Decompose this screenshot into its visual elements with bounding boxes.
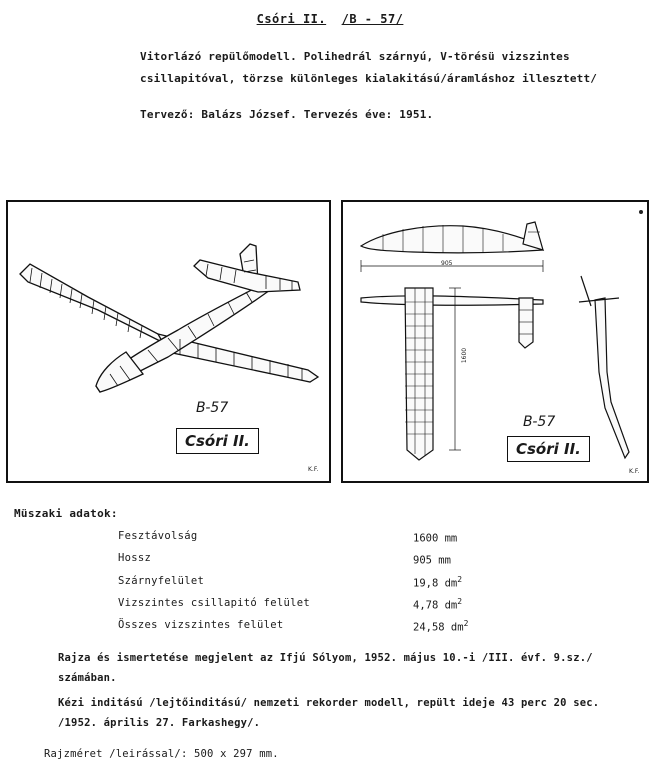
spec-value-total-area: 24,58 $dm^2$ (413, 619, 469, 634)
dim-span-label: 1600 (461, 347, 469, 364)
note-line-4: /1952. április 27. Farkashegy/. (58, 717, 261, 729)
right-drawing-initials: K.F. (629, 468, 640, 475)
page-title (0, 12, 660, 26)
description-line-2: csillapitóval, törzse különleges kialakitású/áramláshoz illesztett/ (140, 72, 598, 85)
spec-value-stabilizer-area: 4,78 $dm^2$ (413, 597, 463, 612)
left-drawing-initials: K.F. (308, 466, 319, 473)
title-code: /B - 57/ (341, 12, 404, 26)
spec-name-wing-area: Szárnyfelület (118, 575, 205, 587)
spec-value-span: 1600 mm (413, 532, 458, 545)
note-line-1: Rajza és ismertetése megjelent az Ifjú Sólyom, 1952. május 10.-i /III. évf. 9.sz./ (58, 652, 593, 664)
glider-perspective-illustration (8, 202, 329, 481)
note-line-2: számában. (58, 672, 117, 684)
right-drawing-name-box: Csóri II. (507, 436, 590, 462)
spec-name-length: Hossz (118, 552, 152, 564)
spec-value-length: 905 mm (413, 554, 451, 567)
dim-length-label: 905 (441, 260, 453, 267)
note-line-3: Kézi inditású /lejtőinditású/ nemzeti rekorder modell, repült ideje 43 perc 20 sec. (58, 697, 600, 709)
specs-heading: Müszaki adatok: (14, 507, 118, 520)
glider-three-view-illustration (343, 202, 647, 481)
three-view-drawing (341, 200, 649, 483)
spec-name-stabilizer-area: Vizszintes csillapitó felület (118, 597, 311, 609)
corner-dot (639, 210, 643, 214)
right-drawing-label: B-57 (523, 414, 556, 430)
drawing-size-note: Rajzméret /leirással/: 500 x 297 mm. (44, 748, 279, 760)
spec-value-wing-area: 19,8 $dm^2$ (413, 575, 463, 590)
designer-line: Tervező: Balázs József. Tervezés éve: 1951. (140, 108, 434, 121)
description-line-1: Vitorlázó repülőmodell. Polihedrál szárnyú, V-törésü vizszintes (140, 50, 570, 63)
left-drawing-name-box: Csóri II. (176, 428, 259, 454)
left-drawing-label: B-57 (196, 400, 229, 416)
perspective-drawing (6, 200, 331, 483)
spec-name-span: Fesztávolság (118, 530, 198, 542)
spec-name-total-area: Összes vizszintes felület (118, 619, 284, 631)
title-prefix: Csóri II. (256, 12, 327, 26)
